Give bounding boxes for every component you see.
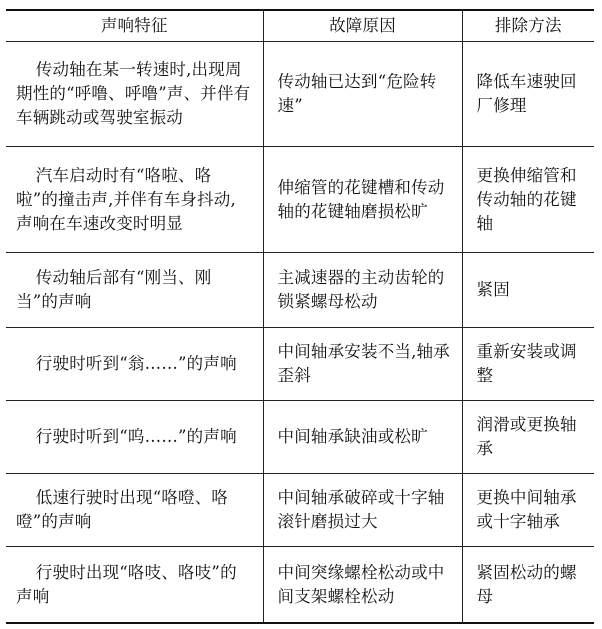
- symptom-cell: 低速行驶时出现“咯噔、咯噔”的声响: [6, 474, 263, 547]
- fix-cell: 更换中间轴承或十字轴承: [462, 474, 594, 547]
- fix-cell: 紧固: [462, 253, 594, 328]
- cause-cell: 主减速器的主动齿轮的锁紧螺母松动: [263, 253, 462, 328]
- table-header-row: [6, 10, 594, 42]
- symptom-cell: 行驶时出现“咯吱、咯吱”的声响: [6, 547, 263, 624]
- symptom-cell: 行驶时听到“呜……”的声响: [6, 401, 263, 474]
- table-row: [6, 401, 594, 474]
- driveshaft-noise-fault-table: [6, 9, 594, 624]
- table-row: [6, 42, 594, 147]
- table-row: [6, 147, 594, 253]
- cause-cell: 中间轴承破碎或十字轴滚针磨损过大: [263, 474, 462, 547]
- cause-cell: 伸缩管的花键槽和传动轴的花键轴磨损松旷: [263, 147, 462, 253]
- symptom-cell: 行驶时听到“翁……”的声响: [6, 328, 263, 401]
- header-cause: 故障原因: [263, 10, 462, 42]
- symptom-cell: 传动轴在某一转速时,出现周期性的“呼噜、呼噜”声、并伴有车辆跳动或驾驶室振动: [6, 42, 263, 147]
- cause-cell: 中间轴承缺油或松旷: [263, 401, 462, 474]
- cause-cell: 中间突缘螺栓松动或中间支架螺栓松动: [263, 547, 462, 624]
- fix-cell: 降低车速驶回厂修理: [462, 42, 594, 147]
- cause-cell: 中间轴承安装不当,轴承歪斜: [263, 328, 462, 401]
- cause-cell: 传动轴已达到“危险转速”: [263, 42, 462, 147]
- symptom-cell: 汽车启动时有“咯啦、咯啦”的撞击声,并伴有车身抖动,声响在车速改变时明显: [6, 147, 263, 253]
- fault-table-container: [6, 9, 594, 624]
- fix-cell: 重新安装或调整: [462, 328, 594, 401]
- table-row: [6, 474, 594, 547]
- header-fix: 排除方法: [462, 10, 594, 42]
- table-row: [6, 328, 594, 401]
- fix-cell: 更换伸缩管和传动轴的花键轴: [462, 147, 594, 253]
- header-symptom: 声响特征: [6, 10, 263, 42]
- table-row: [6, 547, 594, 624]
- symptom-cell: 传动轴后部有“刚当、刚当”的声响: [6, 253, 263, 328]
- table-row: [6, 253, 594, 328]
- fix-cell: 紧固松动的螺母: [462, 547, 594, 624]
- fix-cell: 润滑或更换轴承: [462, 401, 594, 474]
